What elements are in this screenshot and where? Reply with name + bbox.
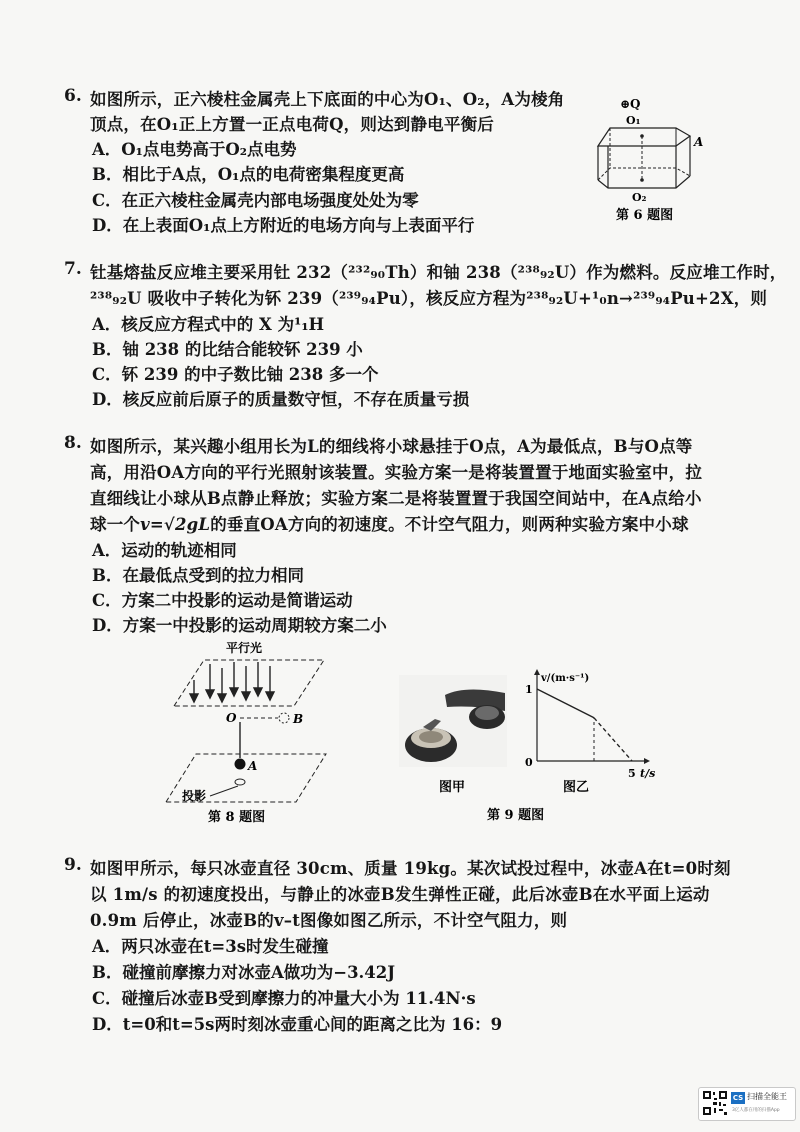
y-axis-label: v/(m·s⁻¹) bbox=[541, 673, 590, 684]
q8-number: 8. bbox=[64, 433, 82, 453]
q8-stem-line3: 直细线让小球从B点静止释放；实验方案二是将装置置于我国空间站中，在A点给小 bbox=[90, 489, 702, 508]
q6-option-d: D．在上表面O₁点上方附近的电场方向与上表面平行 bbox=[92, 216, 475, 235]
q9-stem-line1: 如图甲所示，每只冰壶直径 30cm、质量 19kg。某次试投过程中，冰壶A在t=0时刻 bbox=[90, 859, 731, 878]
q7-stem-line2: ²³⁸₉₂U 吸收中子转化为钚 239（²³⁹₉₄Pu），核反应方程为²³⁸₉₂U+¹₀n→²³⁹₉₄Pu+2X，则 bbox=[90, 289, 768, 308]
q9-stem-line3: 0.9m 后停止，冰壶B的v–t图像如图乙所示，不计空气阻力，则 bbox=[90, 911, 568, 930]
q6-label-a: A bbox=[694, 135, 704, 149]
scanner-app-name: 扫描全能王 bbox=[747, 1092, 787, 1101]
q8-label-b: B bbox=[293, 712, 304, 726]
q7-option-d: D．核反应前后原子的质量数守恒，不存在质量亏损 bbox=[92, 390, 470, 409]
q7-number: 7. bbox=[64, 259, 82, 279]
q8-stem-line4-end: 的垂直OA方向的初速度。不计空气阻力，则两种实验方案中小球 bbox=[210, 515, 689, 534]
q8-label-light: 平行光 bbox=[226, 641, 263, 655]
q6-label-q: ⊕Q bbox=[620, 97, 641, 111]
q8-stem-line2: 高，用沿OA方向的平行光照射该装置。实验方案一是将装置置于地面实验室中，拉 bbox=[90, 463, 703, 482]
x-axis-arrow bbox=[644, 758, 650, 764]
q6-option-c: C．在正六棱柱金属壳内部电场强度处处为零 bbox=[92, 191, 419, 210]
q6-stem-line1: 如图所示，正六棱柱金属壳上下底面的中心为O₁、O₂，A为棱角 bbox=[90, 90, 565, 109]
series-line-segment-2 bbox=[594, 718, 632, 761]
qr-code-icon bbox=[702, 1090, 728, 1116]
tick-label-y-1: 1 bbox=[525, 683, 533, 696]
q6-figure-caption: 第 6 题图 bbox=[616, 208, 674, 223]
q8-option-a: A．运动的轨迹相同 bbox=[92, 541, 237, 560]
q9-option-d: D．t=0和t=5s两时刻冰壶重心间的距离之比为 16：9 bbox=[92, 1015, 503, 1034]
tick-label-x-5: 5 bbox=[628, 767, 636, 780]
q9-option-a: A．两只冰壶在t=3s时发生碰撞 bbox=[92, 937, 329, 956]
tick-label-0: 0 bbox=[525, 756, 533, 769]
q9-option-b: B．碰撞前摩擦力对冰壶A做功为−3.42J bbox=[92, 963, 396, 982]
q8-label-shadow: 投影 bbox=[182, 789, 207, 803]
q9-stem-line2: 以 1m/s 的初速度投出，与静止的冰壶B发生弹性正碰，此后冰壶B在水平面上运动 bbox=[90, 885, 710, 904]
q6-option-a: A．O₁点电势高于O₂点电势 bbox=[92, 140, 297, 159]
q8-stem-line4 bbox=[90, 511, 689, 535]
q8-stem-line1: 如图所示，某兴趣小组用长为L的细线将小球悬挂于O点，A为最低点，B与O点等 bbox=[90, 437, 693, 456]
q7-stem-line1: 钍基熔盐反应堆主要采用钍 232（²³²₉₀Th）和铀 238（²³⁸₉₂U）作为燃料。反应堆工作时， bbox=[90, 263, 787, 282]
q8-option-b: B．在最低点受到的拉力相同 bbox=[92, 566, 304, 585]
y-axis-arrow bbox=[534, 669, 540, 675]
cs-logo: CS bbox=[732, 1094, 744, 1102]
q7-option-c: C．钚 239 的中子数比铀 238 多一个 bbox=[92, 365, 379, 384]
q8-label-o: O bbox=[226, 711, 237, 725]
q7-option-a: A．核反应方程式中的 X 为¹₁H bbox=[92, 315, 325, 334]
q9-vt-chart bbox=[525, 669, 655, 780]
q9-sub-b-label: 图乙 bbox=[563, 780, 590, 795]
q9-figure-caption: 第 9 题图 bbox=[487, 808, 545, 823]
q9-option-c: C．碰撞后冰壶B受到摩擦力的冲量大小为 11.4N·s bbox=[92, 989, 476, 1008]
q6-label-o2: O₂ bbox=[632, 191, 647, 204]
q8-option-d: D．方案一中投影的运动周期较方案二小 bbox=[92, 616, 387, 635]
q8-option-c: C．方案二中投影的运动是简谐运动 bbox=[92, 591, 353, 610]
scanner-watermark bbox=[698, 1087, 796, 1121]
q9-curling-photo bbox=[399, 675, 507, 767]
q8-figure-caption: 第 8 题图 bbox=[208, 810, 266, 825]
q8-light-arrows bbox=[190, 662, 274, 702]
scanner-tagline: 3亿人都在用的扫描App bbox=[732, 1108, 780, 1113]
series-line-segment-1 bbox=[537, 689, 594, 718]
q7-option-b: B．铀 238 的比结合能较钚 239 小 bbox=[92, 340, 363, 359]
x-axis-label: t/s bbox=[640, 767, 655, 780]
q9-sub-a-label: 图甲 bbox=[439, 780, 466, 795]
q6-stem-line2: 顶点，在O₁正上方置一正点电荷Q，则达到静电平衡后 bbox=[90, 115, 494, 134]
q6-number: 6. bbox=[64, 86, 82, 106]
q6-prism-figure bbox=[580, 88, 710, 223]
q8-stem-line4-start: 球一个 bbox=[90, 515, 141, 534]
q6-label-o1: O₁ bbox=[626, 114, 641, 127]
q9-figure bbox=[395, 655, 655, 825]
q8-pendulum-figure bbox=[160, 640, 360, 825]
q8-label-a: A bbox=[248, 759, 258, 773]
q6-option-b: B．相比于A点，O₁点的电荷密集程度更高 bbox=[92, 165, 405, 184]
q8-velocity-formula: v=√2gL bbox=[140, 515, 211, 534]
q9-number: 9. bbox=[64, 855, 82, 875]
